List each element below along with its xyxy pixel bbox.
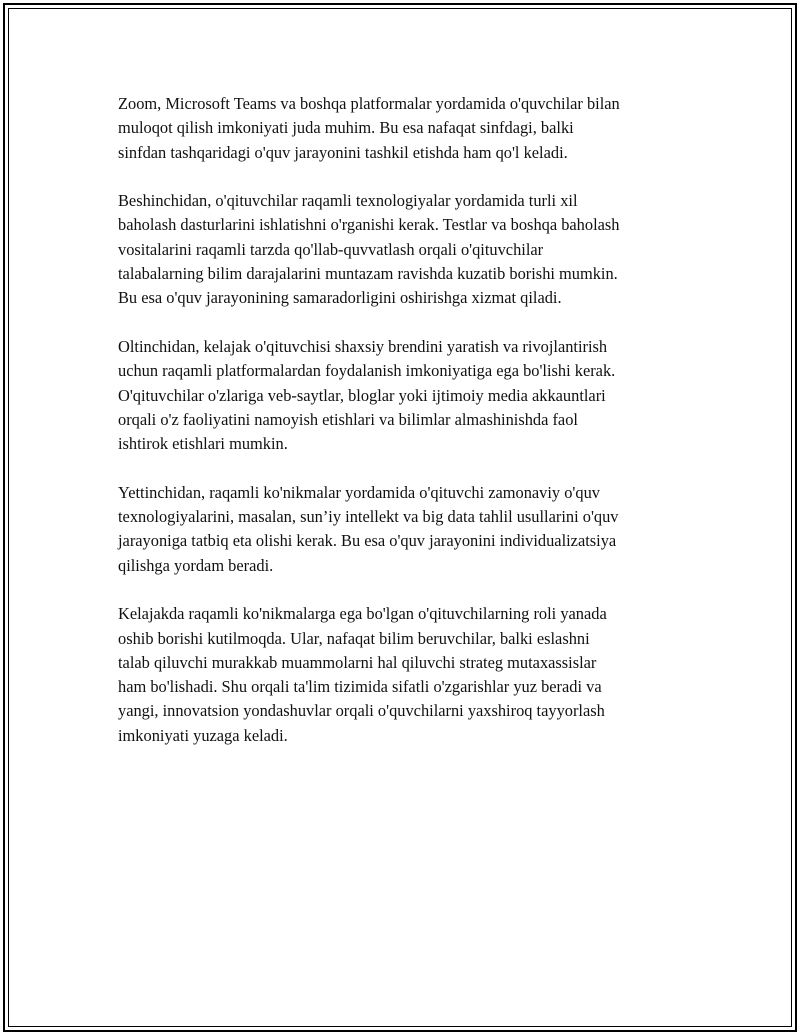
text-line: talab qiluvchi murakkab muammolarni hal qiluvchi strateg mutaxassislar	[118, 652, 597, 672]
text-line: Zoom, Microsoft Teams va boshqa platformalar yordamida o'quvchilar bilan	[118, 94, 620, 113]
document-body	[118, 92, 708, 772]
paragraph	[118, 481, 708, 578]
text-line: sinfdan tashqaridagi o'quv jarayonini tashkil etishda ham qo'l keladi.	[118, 142, 568, 162]
text-line: Beshinchidan, o'qituvchilar raqamli texnologiyalar yordamida turli xil	[118, 191, 578, 211]
paragraph	[118, 335, 708, 456]
text-line: baholash dasturlarini ishlatishni o'rganishi kerak. Testlar va boshqa baholash	[118, 215, 620, 235]
text-line: texnologiyalarini, masalan, sun’iy intellekt va big data tahlil usullarini o'quv	[118, 507, 619, 527]
text-line: jarayoniga tatbiq eta olishi kerak. Bu esa o'quv jarayonini individualizatsiya	[118, 531, 617, 551]
text-line: Bu esa o'quv jarayonining samaradorligini oshirishga xizmat qiladi.	[118, 288, 562, 308]
text-line: uchun raqamli platformalardan foydalanish imkoniyatiga ega bo'lishi kerak.	[118, 361, 616, 381]
text-line: qilishga yordam beradi.	[118, 555, 274, 575]
text-line: talabalarning bilim darajalarini muntazam ravishda kuzatib borishi mumkin.	[118, 264, 618, 284]
paragraph	[118, 189, 708, 310]
paragraph	[118, 602, 708, 748]
text-line: ham bo'lishadi. Shu orqali ta'lim tizimida sifatli o'zgarishlar yuz beradi va	[118, 677, 602, 697]
text-line: oshib borishi kutilmoqda. Ular, nafaqat bilim beruvchilar, balki eslashni	[118, 628, 590, 648]
text-line: yangi, innovatsion yondashuvlar orqali o'quvchilarni yaxshiroq tayyorlash	[118, 701, 605, 721]
text-line: muloqot qilish imkoniyati juda muhim. Bu esa nafaqat sinfdagi, balki	[118, 118, 574, 138]
text-line: Yettinchidan, raqamli ko'nikmalar yordamida o'qituvchi zamonaviy o'quv	[118, 482, 600, 502]
text-line: orqali o'z faoliyatini namoyish etishlari va bilimlar almashinishda faol	[118, 409, 578, 429]
text-line: Oltinchidan, kelajak o'qituvchisi shaxsiy brendini yaratish va rivojlantirish	[118, 336, 608, 356]
text-line: imkoniyati yuzaga keladi.	[118, 725, 288, 745]
text-line: vositalarini raqamli tarzda qo'llab-quvvatlash orqali o'qituvchilar	[118, 239, 544, 259]
text-line: O'qituvchilar o'zlariga veb-saytlar, bloglar yoki ijtimoiy media akkauntlari	[118, 385, 606, 405]
text-line: ishtirok etishlari mumkin.	[118, 434, 288, 454]
text-line: Kelajakda raqamli ko'nikmalarga ega bo'lgan o'qituvchilarning roli yanada	[118, 604, 607, 624]
paragraph	[118, 92, 708, 165]
